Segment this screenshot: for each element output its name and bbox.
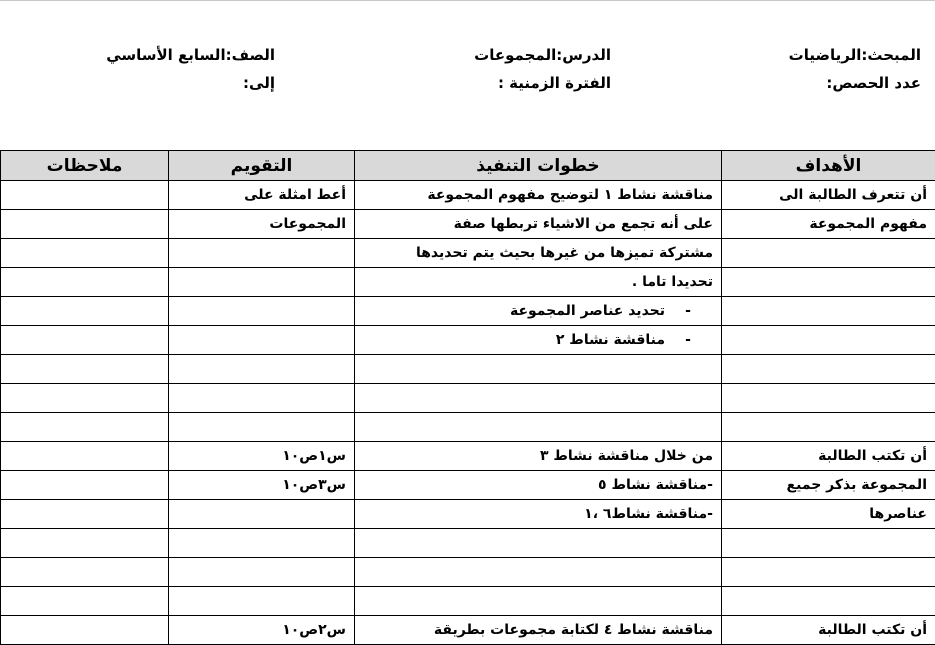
table-header-row bbox=[1, 151, 935, 181]
evaluation-cell bbox=[169, 239, 355, 268]
notes-cell bbox=[1, 181, 169, 210]
notes-cell bbox=[1, 413, 169, 442]
evaluation-cell bbox=[169, 413, 355, 442]
goals-cell bbox=[722, 355, 935, 384]
notes-cell bbox=[1, 297, 169, 326]
goals-cell: أن تكتب الطالبة bbox=[722, 616, 935, 645]
notes-cell bbox=[1, 558, 169, 587]
bullet-dash: - bbox=[665, 332, 711, 348]
steps-cell bbox=[355, 297, 722, 326]
top-divider bbox=[0, 0, 935, 1]
period-label: الفترة الزمنية : bbox=[498, 73, 611, 93]
evaluation-cell bbox=[169, 326, 355, 355]
evaluation-cell bbox=[169, 355, 355, 384]
notes-column-header: ملاحظات bbox=[1, 151, 169, 181]
table-row bbox=[1, 442, 935, 471]
steps-cell: -مناقشة نشاط٦ ،١ bbox=[355, 500, 722, 529]
evaluation-cell: المجموعات bbox=[169, 210, 355, 239]
goals-cell: عناصرها bbox=[722, 500, 935, 529]
steps-cell bbox=[355, 384, 722, 413]
subject-label: المبحث:الرياضيات bbox=[789, 45, 921, 65]
evaluation-cell bbox=[169, 384, 355, 413]
notes-cell bbox=[1, 210, 169, 239]
table-row bbox=[1, 413, 935, 442]
goals-cell bbox=[722, 529, 935, 558]
steps-cell bbox=[355, 355, 722, 384]
notes-cell bbox=[1, 529, 169, 558]
steps-cell: من خلال مناقشة نشاط ٣ bbox=[355, 442, 722, 471]
steps-cell: تحديدا تاما . bbox=[355, 268, 722, 297]
steps-column-header: خطوات التنفيذ bbox=[355, 151, 722, 181]
table-row bbox=[1, 500, 935, 529]
notes-cell bbox=[1, 616, 169, 645]
sessions-label: عدد الحصص: bbox=[826, 73, 921, 93]
end-date-label: إلى: bbox=[243, 73, 275, 93]
evaluation-cell: أعط امثلة على bbox=[169, 181, 355, 210]
steps-text: مناقشة نشاط ٢ bbox=[556, 332, 665, 348]
steps-cell bbox=[355, 326, 722, 355]
goals-column-header: الأهداف bbox=[722, 151, 935, 181]
notes-cell bbox=[1, 239, 169, 268]
steps-cell: مناقشة نشاط ١ لتوضيح مفهوم المجموعة bbox=[355, 181, 722, 210]
table-row bbox=[1, 326, 935, 355]
goals-cell bbox=[722, 413, 935, 442]
goals-cell bbox=[722, 384, 935, 413]
goals-cell: المجموعة بذكر جميع bbox=[722, 471, 935, 500]
evaluation-cell bbox=[169, 587, 355, 616]
evaluation-cell bbox=[169, 558, 355, 587]
notes-cell bbox=[1, 471, 169, 500]
table-row bbox=[1, 210, 935, 239]
lesson-label: الدرس:المجموعات bbox=[474, 45, 611, 65]
table-row bbox=[1, 355, 935, 384]
notes-cell bbox=[1, 355, 169, 384]
evaluation-cell bbox=[169, 500, 355, 529]
table-row bbox=[1, 471, 935, 500]
evaluation-cell bbox=[169, 268, 355, 297]
steps-text: تحديد عناصر المجموعة bbox=[510, 303, 665, 319]
goals-cell: أن تكتب الطالبة bbox=[722, 442, 935, 471]
evaluation-column-header: التقويم bbox=[169, 151, 355, 181]
goals-cell bbox=[722, 326, 935, 355]
table-row bbox=[1, 558, 935, 587]
steps-cell: على أنه تجمع من الاشياء تربطها صفة bbox=[355, 210, 722, 239]
notes-cell bbox=[1, 442, 169, 471]
steps-cell bbox=[355, 587, 722, 616]
evaluation-cell: س٢ص١٠ bbox=[169, 616, 355, 645]
table-row bbox=[1, 268, 935, 297]
table-row bbox=[1, 529, 935, 558]
steps-cell: مناقشة نشاط ٤ لكتابة مجموعات بطريقة bbox=[355, 616, 722, 645]
goals-cell bbox=[722, 587, 935, 616]
lesson-plan-table bbox=[0, 150, 935, 645]
evaluation-cell: س٣ص١٠ bbox=[169, 471, 355, 500]
notes-cell bbox=[1, 500, 169, 529]
steps-cell bbox=[355, 558, 722, 587]
goals-cell: أن تتعرف الطالبة الى bbox=[722, 181, 935, 210]
evaluation-cell: س١ص١٠ bbox=[169, 442, 355, 471]
table-row bbox=[1, 297, 935, 326]
bullet-dash: - bbox=[665, 303, 711, 319]
table-row bbox=[1, 384, 935, 413]
goals-cell bbox=[722, 239, 935, 268]
goals-cell: مفهوم المجموعة bbox=[722, 210, 935, 239]
steps-cell: مشتركة تميزها من غيرها بحيث يتم تحديدها bbox=[355, 239, 722, 268]
notes-cell bbox=[1, 384, 169, 413]
notes-cell bbox=[1, 587, 169, 616]
evaluation-cell bbox=[169, 529, 355, 558]
evaluation-cell bbox=[169, 297, 355, 326]
goals-cell bbox=[722, 558, 935, 587]
notes-cell bbox=[1, 268, 169, 297]
steps-cell bbox=[355, 413, 722, 442]
table-row bbox=[1, 181, 935, 210]
table-row bbox=[1, 587, 935, 616]
goals-cell bbox=[722, 297, 935, 326]
goals-cell bbox=[722, 268, 935, 297]
steps-cell: -مناقشة نشاط ٥ bbox=[355, 471, 722, 500]
grade-label: الصف:السابع الأساسي bbox=[106, 45, 275, 65]
table-row bbox=[1, 616, 935, 645]
notes-cell bbox=[1, 326, 169, 355]
table-row bbox=[1, 239, 935, 268]
steps-cell bbox=[355, 529, 722, 558]
